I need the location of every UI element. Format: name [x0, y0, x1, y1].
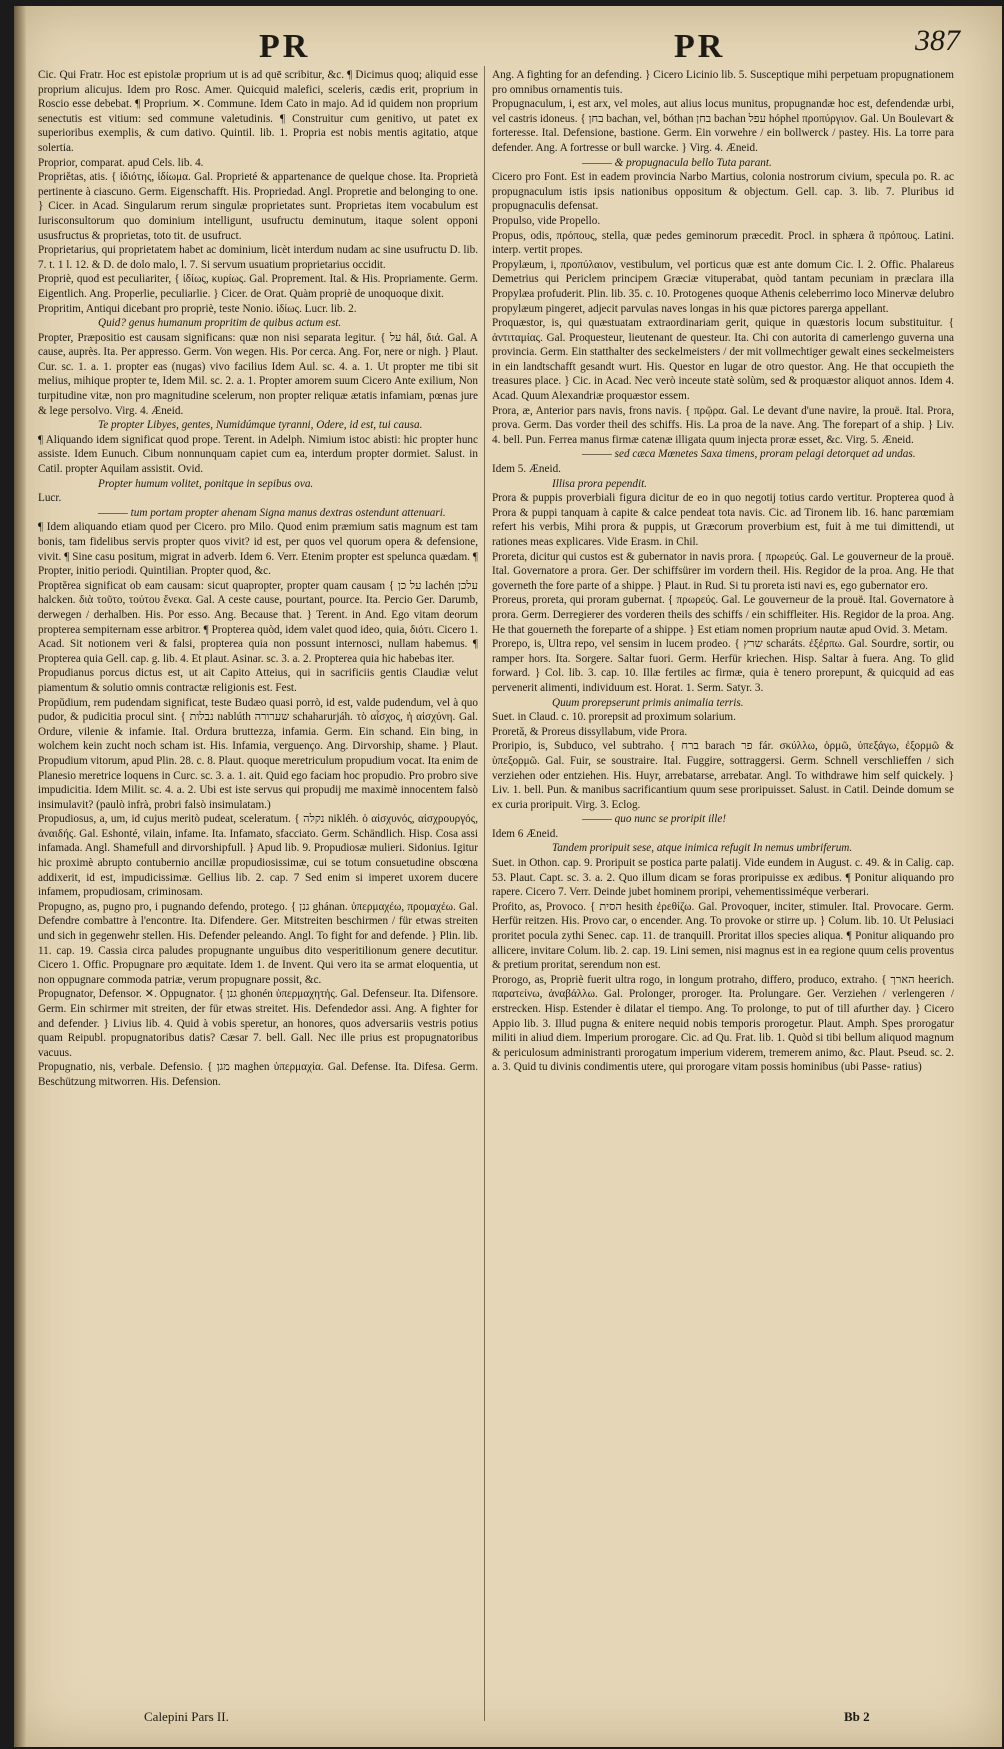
dictionary-entry: Proretă, & Proreus dissyllabum, vide Prora. [492, 725, 688, 738]
dictionary-entry: Propugnator, Defensor. ✕. Oppugnator. { גנן ghonén ὑπερμαχητής. Gal. Defenseur. Ita. Difensore. Germ. Ein schirmer mit streiten, der für etwas streitet. His. Defendedor assi. Ang. A fighter for and defender. } Livius lib. 4. Quid à vobis speretur, an honores, quos adversariis vestris potius quam Reipubl. propugnatoribus datis? Cæsar 7. bell. Gall. Nec ille prius est propugnatoribus vacuus. [38, 988, 478, 1059]
verse-quotation: Illisa prora pependit. [552, 477, 647, 490]
dictionary-entry: Propudiosus, a, um, id cujus meritò pudeat, sceleratum. { נקלה nikléh. ὁ αἰσχυνός, αἰσχρουργός, ἀναιδής. Gal. Eshonté, vilain, infame. Ita. Infamato, sfacciato. Germ. Schändlich. Hisp. Cosa assi infamada. Angl. Shamefull and dirvorshipfull. } Apud lib. 9. Propudiosæ mulieri. Sidonius. Igitur hic proximè abrupto contubernio ancillæ propudiosissimæ, cui se totum consuetudine obscœna addixerit, id est, impudicissimæ. Gellius lib. 2. cap. 7 Sed enim si imperet uxorem ducere infamem, propudiosam, criminosam. [38, 813, 478, 899]
dictionary-entry: Propŭdium, rem pudendam significat, teste Budæo quasi porrò, id est, valde pudendum, vel à quo pudor, & pudicitia procul sint. { נבלות nablúth שערורה schaharurjáh. τὸ αἶσχος, ἡ αἰσχύνη. Gal. Ordure, vilenie & infamie. Ital. Ordura bruttezza, infamia. Germ. Ein schand. Ein bing, in wolchem kein zucht noch scham ist. His. Infamia, verguenço. Ang. Dirvorship, shame. } Plaut. Propudium vitorum, apud Plin. 28. c. 8. Plaut. quoque meretriculum propudium vocat. Ita enim de Planesio meretrice loquens in Curc. sc. 3. a. 1. ait. Quid ego faciam hoc propudio. Pro probro sive impudicitia. Idem Milit. sc. 4. a. 2. Ubi est iste servus qui propudij me maximè innocentem falsò insimulavit? (paulò infrà, probri falsò insimulatam.) [38, 696, 478, 811]
dictionary-entry: Proreta, dicitur qui custos est & gubernator in navis prora. { πρωρεύς. Gal. Le gouverneur de la prouë. Ital. Governatore a prora. Ger. Der schiffsürer im vordern theil. His. Regidor de la proa. Ang. He that governeth the fore parte of a shippe. } Plaut. in Rud. Si tu proreta isti navi es, ego gubernator ero. [492, 550, 954, 592]
dictionary-entry: Propriè, quod est peculiariter, { ἰδίως, κυρίως. Gal. Proprement. Ital. & His. Propriamente. Germ. Eigentlich. Ang. Properlie, peculiarlie. } Cicer. de Orat. Quàm propriè de unoquoque dixit. [38, 273, 478, 300]
right-column [492, 68, 954, 1075]
dictionary-entry: Propugnatio, nis, verbale. Defensio. { מגן maghen ὑπερμαχία. Gal. Defense. Ita. Difesa. Germ. Beschützung mitworren. His. Defension. [38, 1061, 479, 1088]
dictionary-entry: Proripio, is, Subduco, vel subtraho. { ברח barach פר fár. σκύλλω, ὁρμῶ, ὑπεξάγω, ἐξορμῶ & ὑπεξορμῶ. Gal. Fuir, se soustraire. Ital. Fuggire, sottraggersi. Germ. Schnell verschlieffen / sich verziehen oder entziehen. His. Huyr, arrebatarse, arrebatar. Angl. To withdrawe him self quickely. } Liv. 1. bell. Pun. & manibus sacrificantium quum sese proripuisset. Salust. in Catil. Deinde domum se ex curia proripuit. Virg. 3. Eclog. [492, 740, 954, 811]
dictionary-entry: Proreus, proreta, qui proram gubernat. { πρωρεύς. Gal. Le gouverneur de la prouë. Ital. Governatore à prora. Germ. Derregierer des vorderen theils des schiffs / ein schiffleiter. His. Regidor de la proa. Ang. He that gouerneth the foreparte of a shippe. } Est etiam nomen proprium nautæ apud Ovid. 3. Metam. [492, 594, 954, 636]
left-column [38, 68, 478, 1090]
dictionary-entry: Propus, odis, πρόπους, stella, quæ pedes geminorum præcedit. Procl. in sphæra ἃ πρόπους. Latini. interp. vertit propes. [492, 229, 954, 257]
dictionary-entry: Cic. Qui Fratr. Hoc est epistolæ proprium ut is ad quē scribitur, &c. ¶ Dicimus quoq; aliquid esse proprium alicujus. Idem pro Rosc. Amer. Quicquid malefici, sceleris, cædis erit, proprium in Roscio esse debebat. ¶ Proprium. ✕. Commune. Idem Cato in majo. Ad id quidem non proprium senectutis est vitium: sed commune valetudinis. ¶ Construitur cum genitivo, ut patet ex superioribus exemplis, & cum dativo. Quintil. lib. 1. Propria est nobis mentis agitatio, atque solertia. [38, 69, 478, 154]
dictionary-entry: Proptĕrea significat ob eam causam: sicut quapropter, propter quam causam { על כן lachén עלכן halcken. διὰ τοῦτο, τούτου ἕνεκα. Gal. A ceste cause, pourtant, pource. Ita. Percio Ger. Darumb, derwegen / derhalben. His. Por esso. Ang. Because that. } Terent. in And. Ego vitam deorum propterea sempiternam esse arbitror. ¶ Propterea quòd, idem valet quod ideo, quia, διότι. Cicero 1. Acad. Sit notionem veri & falsi, propterea quia non possunt internosci, nullam habemus. ¶ Propterea quia Gell. cap. g. lib. 4. Et plaut. Asinar. sc. 3. a. 2. Propterea quia hic habebas iter. [38, 579, 478, 665]
dictionary-entry: Ang. A fighting for an defending. } Cicero Licinio lib. 5. Susceptique mihi perpetuam propugnationem pro omnibus ornamentis tuis. [492, 69, 954, 96]
dictionary-entry: Propudianus porcus dictus est, ut ait Capito Atteius, qui in sacrificiis gentis Claudiæ velut piamentum & solutio omnis contractæ religionis est. Fest. [38, 667, 478, 694]
verse-quotation: ——— & propugnacula bello Tuta parant. [582, 156, 772, 169]
dictionary-entry: ¶ Aliquando idem significat quod prope. Terent. in Adelph. Nimium istoc abisti: hic propter hunc assiste. Idem Eunuch. Cibum nonnunquam capiet cum ea, interdum propter dormiet. Salust. in Catil. propter Aquilam assistit. Ovid. [38, 433, 478, 476]
verse-quotation: Tandem proripuit sese, atque inimica refugit In nemus umbriferum. [552, 842, 853, 855]
verse-quotation: Te propter Libyes, gentes, Numidúmque tyranni, Odere, id est, tui causa. [98, 419, 423, 432]
dictionary-entry: Suet. in Claud. c. 10. prorepsit ad proximum solarium. [492, 711, 736, 724]
dictionary-entry: Prorepo, is, Ultra repo, vel sensim in lucem prodeo. { שרץ scharáts. ἐξέρπω. Gal. Sourdre, sortir, ou ramper hors. Ita. Sorgere. Saltar fuori. Germ. Herfür kriechen. Hisp. Saltar à fuera. Ang. To glid forward. } Col. lib. 3. cap. 10. Illæ fertiles ac firmæ, quia è tenero prorepunt, & quicquid ad eas pervenerit alimenti, individuum est. Horat. 1. Serm. Satyr. 3. [492, 638, 955, 694]
column-divider [484, 66, 485, 1721]
dictionary-entry: Suet. in Othon. cap. 9. Proripuit se postica parte palatij. Vide eundem in August. c. 49. & in Calig. cap. 53. Plaut. Capt. sc. 3. a. 2. Quo illum dicam se foras proripuisse ex ædibus. ¶ Ponitur aliquando pro rapere. Cicero 7. Verr. Deinde jubet hominem proripi, vehementissiméque verberari. [492, 857, 954, 899]
dictionary-entry: Cicero pro Font. Est in eadem provincia Narbo Martius, colonia nostrorum civium, specula po. R. ac propugnaculum istis ipsis nationibus oppositum & objectum. Gell. cap. 3. lib. 7. Pluribus id propugnaculis defensat. [492, 171, 954, 213]
footer-signature-mark: Bb 2 [844, 1709, 870, 1724]
dictionary-entry: Proprior, comparat. apud Cels. lib. 4. [38, 156, 204, 169]
dictionary-entry: Idem 6 Æneid. [492, 827, 559, 840]
dictionary-entry: Propter, Præpositio est causam significans: quæ non nisi separata legitur. { על hál, διά. Gal. A cause, auprès. Ita. Per appresso. Germ. Von wegen. His. Por cerca. Ang. For, nere or nigh. } Plaut. Cur. sc. 1. a. 1. propter eas (nugas) vivo facilius Idem Aul. sc. 4. a. 1. Ut propter me tibi sit melius, mihique propter te, Idem Mil. sc. 2. a. 1. Propter amorem suum Cicero Ante exilium, Non turpitudine vitæ, non pro magnitudine scelerum, non propter reliquæ ætatis infamiam, pœnas jure & lege persolvo. Virg. 4. Æneid. [38, 331, 478, 417]
book-page [14, 6, 1002, 1747]
running-head-right: PR [674, 28, 726, 65]
dictionary-entry: Prora & puppis proverbiali figura dicitur de eo in quo negotij totius cardo vertitur. Propterea quod à Prora & puppi tanquam à capite & calce pendeat tota navis. Cic. ad Tironem lib. 16. hanc parœmiam refert his verbis, Mihi prora & puppis, ut Græcorum proverbium est, fuit à me tui dimittendi, ut rationes meas explicares. Vide Erasm. in Chil. [492, 492, 954, 548]
dictionary-entry: Proprietarius, qui proprietatem habet ac dominium, licèt interdum nudam ac sine usufructu D. lib. 7. t. 1 l. 12. & D. de dolo malo, l. 7. Si servum usuatium proprietarius occidit. [38, 244, 478, 271]
verse-quotation: ——— tum portam propter ahenam Signa manus dextras ostendunt attenuari. [98, 506, 446, 519]
dictionary-entry: Lucr. [38, 492, 62, 505]
dictionary-entry: Proquæstor, is, qui quæstuatam extraordinariam gerit, quique in quæstoris locum substituitur. { ἀντιταμίας. Gal. Proquesteur, lieutenant de questeur. Ita. Chi con autorita di camerlengo guverna una provincia. Germ. Ein statthalter des seckelmeisters / der mit vollmechtiger gewalt eines seckelmeisters in ein landtschafft gesandt wurt. His. Questor en lugar de otro questor. Ang. He that occupieth the treasures place. } Cic. in Acad. Nec verò inceute statè solùm, sed & proquæstor aliquot annos. Idem 4. Acad. Quum Alexandriæ proquæstor essem. [492, 317, 954, 403]
page-number: 387 [915, 24, 960, 57]
dictionary-entry: Propugno, as, pugno pro, i pugnando defendo, protego. { גנן ghánan. ὑπερμαχέω, προμαχέω. Gal. Defendre combattre à l'encontre. Ita. Difendere. Ger. Mitstreiten beschirmen / für etwas streiten und sich in gegenwehr stellen. His. Defender peleando. Angl. To fight for and defende. } Plin. lib. 11. cap. 19. Cassia circa paludes propugnante unguibus dito vesperitilionum genere decutitur. Cicero 1. Offic. Propugnare pro æquitate. Idem 1. de Invent. Qui vero ita se armat eloquentia, ut non oppugnare commoda patriæ, verum propugnare possit, &c. [38, 900, 478, 986]
dictionary-entry: Prorogo, as, Propriè fuerit ultra rogo, in longum protraho, differo, produco, extraho. { הארך heerich. παρατείνω, ἀναβάλλω. Gal. Prolonger, proroger. Ita. Prolungare. Ger. Verziehen / verlengeren / erstrecken. Hisp. Estender è dilatar el tiempo. Ang. To prolonge, to put of till afurther day. } Cicero Appio lib. 3. Illud pugna & enitere nequid nobis temporis prorogetur. Plaut. Amph. Spes prorogatur militi in aliud diem. Imperium prorogare. Cic. ad Qu. Frat. lib. 1. Quòd si tibi bellum aliquod magnum & periculosum administranti prorogatum imperium viderem, tremerem animo, &c. Plaut. Pseud. sc. 2. a. 3. Quid tu divinis condimentis utere, qui prorogare vitam possis hominibus (ubi Passe- ratius) [492, 973, 954, 1074]
verse-quotation: Quum prorepserunt primis animalia terris. [552, 696, 744, 709]
dictionary-entry: ¶ Idem aliquando etiam quod per Cicero. pro Milo. Quod enim præmium satis magnum est tam bonis, tam fidelibus servis propter quos vivit? id est, per quos vel quorum opera & defensione, vivit. ¶ Sine casu positum, migrat in adverb. Idem 6. Verr. Etenim propter est spelunca quædam. ¶ Propter, initio periodi. Quintilian. Propter quod, &c. [38, 521, 478, 578]
dictionary-entry: Prora, æ, Anterior pars navis, frons navis. { πρῷρα. Gal. Le devant d'une navire, la prouë. Ital. Prora, prova. Germ. Das vorder theil des schiffs. His. La proa de la nave. Ang. The forepart of a ship. } Liv. 4. bell. Pun. Ferrea manus firmæ catenæ illigata quum injecta proræ esset, &c. Virg. 5. Æneid. [492, 404, 954, 446]
dictionary-entry: Idem 5. Æneid. [492, 463, 561, 476]
dictionary-entry: Propugnaculum, i, est arx, vel moles, aut alius locus munitus, propugnandæ hoc est, defendendæ urbi, vel castris idoneus. { בחן bachan, vel, bóthan בחן bachan עפל hóphel προπύργιον. Gal. Un Boulevart & forteresse. Ital. Defensione, bastione. Germ. Ein vorwehre / ein bollwerck / pastey. His. La torre para defender. Ang. A fortresse or bull warcke. } Virg. 4. Æneid. [492, 98, 954, 154]
dictionary-entry: Proŕito, as, Provoco. { הסית hesith ἐρεθίζω. Gal. Provoquer, inciter, stimuler. Ital. Provocare. Germ. Herfür reitzen. His. Provo car, o encender. Ang. To provoke or stirre up. } Colum. lib. 10. Ut Pelusiaci proritet pocula zythi Senec. cap. 11. de tranquill. Proritat illos species aliqua. ¶ Ponitur aliquando pro allicere, invitare Colum. lib. 2. cap. 19. Lini semen, nisi magnus est in ea regione quum celis proventus & pretium proritat, serendum non est. [492, 900, 954, 972]
dictionary-entry: Propylæum, i, προπύλαιον, vestibulum, vel porticus quæ est ante domum Cic. l. 2. Offic. Phalareus Demetrius qui Periclem principem Græciæ vituperabat, quòd tantam pecuniam in præclara illa Propylæa profuderit. Plin. lib. 35. c. 10. Protogenes quoque Athenis celeberrimo loco Minervæ delubro propylæum pingeret, adjecit parvulas naves longas in his quæ pictores parerga appellant. [492, 258, 954, 315]
running-head-left: PR [259, 28, 311, 65]
verse-quotation: Propter humum volitet, ponitque in sepibus ova. [98, 477, 314, 490]
footer-signature-text: Calepini Pars II. [144, 1709, 229, 1724]
dictionary-entry: Propulso, vide Propello. [492, 214, 601, 227]
verse-quotation: ——— quo nunc se proripit ille! [582, 813, 727, 826]
page-gutter [14, 6, 26, 1747]
verse-quotation: ——— sed cæca Mœnetes Saxa timens, proram pelagi detorquet ad undas. [582, 448, 916, 461]
dictionary-entry: Propritim, Antiqui dicebant pro propriè, teste Nonio. ἰδίως. Lucr. lib. 2. [38, 302, 357, 315]
verse-quotation: Quid? genus humanum propritim de quibus actum est. [98, 317, 342, 330]
dictionary-entry: Propriĕtas, atis. { ἰδιότης, ἰδίωμα. Gal. Proprieté & appartenance de quelque chose. Ita. Proprietà pertinente à ciascuno. Germ. Eigenschafft. His. Propriedad. Angl. Propretie and belonging to one. } Cicer. in Acad. Singularum rerum singulæ proprietates sunt. Proprietas item vocabulum est Iurisconsultorum quo dominium intelligunt, usufructu deminutum, itaque solent opponi ususfructus & proprietas, toto tit. de usufruct. [38, 171, 478, 242]
